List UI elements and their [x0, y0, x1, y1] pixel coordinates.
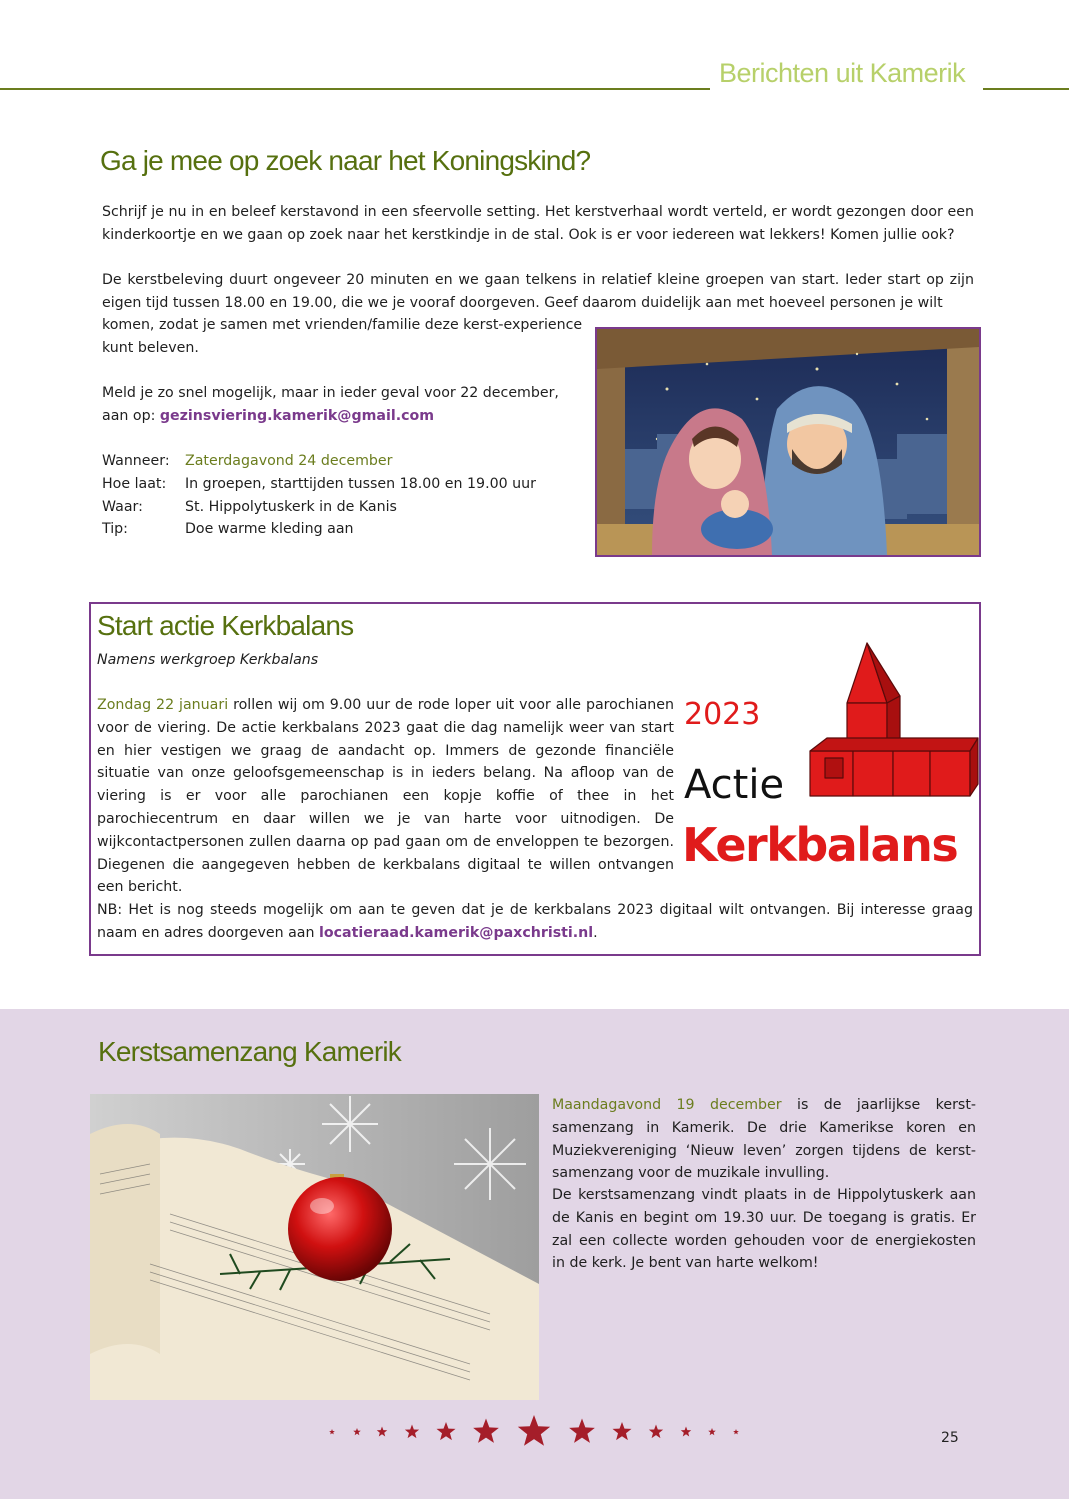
section2-paragraph-1-text: rollen wij om 9.00 uur de rode loper uit voor alle parochianen voor de viering. De actie kerkbalans 2023 gaat die dag namelijk weer van start en hier vestigen we graag de aandacht op. Immers de gezonde financiële situatie van onze geloofsgemeenschap is in ieders belang. Na afloop van de viering is er voor alle parochianen een kopje koffie of thee in het parochiecentrum en daar willen we je van harte voor uitnodigen. De wijkcontactpersonen zullen daarna op pad gaan om de enveloppen te bezorgen. Diegenen die aangegeven hebben de kerkbalans digitaal te willen ontvangen een bericht. — [97, 697, 674, 896]
section2-paragraph-2 — [97, 899, 973, 945]
details-value: In groepen, starttijden tussen 18.00 en 19.00 uur — [185, 475, 536, 492]
star-icon — [733, 1429, 739, 1434]
header-rule-right — [983, 88, 1069, 90]
star-icon — [649, 1425, 663, 1439]
signup-email-link[interactable]: gezinsviering.kamerik@gmail.com — [159, 407, 435, 424]
star-icon — [329, 1429, 335, 1434]
logo-actie: Actie — [684, 762, 785, 808]
details-value: Doe warme kleding aan — [185, 521, 354, 538]
details-value: Zaterdagavond 24 december — [185, 453, 393, 469]
section3-paragraph-1-text: is de jaarlijkse kerst-samenzang in Kamerik. De drie Kamerikse koren en Muziekvereniging ‘Nieuw leven’ zorgen tijdens de kerst-samenzang voor de muzikale invulling. — [552, 1097, 976, 1182]
star-icon — [405, 1425, 419, 1439]
header-title: Berichten uit Kamerik — [719, 58, 966, 88]
christmas-music-photo — [90, 1094, 539, 1400]
star-icon — [569, 1419, 595, 1443]
section1-paragraph-2: De kerstbeleving duurt ongeveer 20 minuten en we gaan telkens in relatief kleine groepen van start. Ieder start op zijn eigen tijd tussen 18.00 en 19.00, die we je vooraf doorgeven. Geef daarom duidelijk aan met hoeveel personen je wilt — [102, 272, 974, 311]
section2-paragraph-1 — [97, 694, 674, 899]
event-details — [102, 450, 536, 541]
samenzang-date: Maandagavond 19 december — [552, 1097, 782, 1113]
nativity-illustration — [595, 327, 981, 557]
section3-paragraph-2: De kerstsamenzang vindt plaats in de Hippolytuskerk aan de Kanis en begint om 19.30 uur. De toegang is gratis. Er zal een collecte worden gehouden voor de energiekosten in de kerk. Je bent van harte welkom! — [552, 1187, 976, 1272]
stars-decoration — [320, 1410, 750, 1454]
star-icon — [377, 1427, 387, 1437]
details-value: St. Hippolytuskerk in de Kanis — [185, 498, 397, 515]
section2-note-text: NB: Het is nog steeds mogelijk om aan te geven dat je de kerkbalans 2023 digitaal wilt ontvangen. Bij interesse graag naam en adres doorgeven aan — [97, 902, 973, 941]
kerkbalans-logo — [682, 638, 980, 868]
star-icon — [353, 1428, 361, 1435]
section2-note-end: . — [593, 924, 598, 941]
star-icon — [681, 1427, 691, 1437]
details-label: Hoe laat: — [102, 475, 167, 492]
section3-paragraph-1 — [552, 1094, 976, 1185]
star-icon — [518, 1415, 550, 1446]
logo-kerkbalans: Kerkbalans — [682, 818, 958, 868]
section1-title: Ga je mee op zoek naar het Koningskind? — [100, 145, 591, 176]
details-row-tip — [102, 518, 536, 541]
details-label: Wanneer: — [102, 453, 170, 469]
section3-title: Kerstsamenzang Kamerik — [98, 1036, 401, 1067]
details-label: Tip: — [102, 521, 128, 538]
header-rule-left — [0, 88, 710, 90]
star-icon — [708, 1428, 716, 1435]
details-row-time — [102, 473, 536, 496]
kerkbalans-date: Zondag 22 januari — [97, 697, 229, 713]
section2-subtitle: Namens werkgroep Kerkbalans — [97, 652, 319, 668]
details-row-where — [102, 496, 536, 519]
section2-title: Start actie Kerkbalans — [97, 610, 354, 641]
star-icon — [473, 1419, 499, 1443]
logo-year: 2023 — [684, 697, 761, 732]
section1-paragraph-2-cont: komen, zodat je samen met vrienden/familie deze kerst-experience kunt beleven. — [102, 317, 583, 356]
section1-paragraph-1: Schrijf je nu in en beleef kerstavond in een sfeervolle setting. Het kerstverhaal wordt verteld, er wordt gezongen door een kinderkoortje en we gaan op zoek naar het kerstkindje in de stal. Ook is er voor iedereen wat lekkers! Komen jullie ook? — [102, 204, 974, 243]
signup-text: Meld je zo snel mogelijk, maar in ieder geval voor 22 december, aan op: — [102, 385, 559, 424]
page-number: 25 — [941, 1430, 959, 1446]
details-label: Waar: — [102, 498, 143, 515]
locatieraad-email-link[interactable]: locatieraad.kamerik@paxchristi.nl — [319, 924, 594, 941]
section1-paragraph-3 — [102, 382, 582, 428]
details-row-when — [102, 450, 536, 473]
star-icon — [436, 1422, 455, 1440]
star-icon — [612, 1422, 631, 1440]
